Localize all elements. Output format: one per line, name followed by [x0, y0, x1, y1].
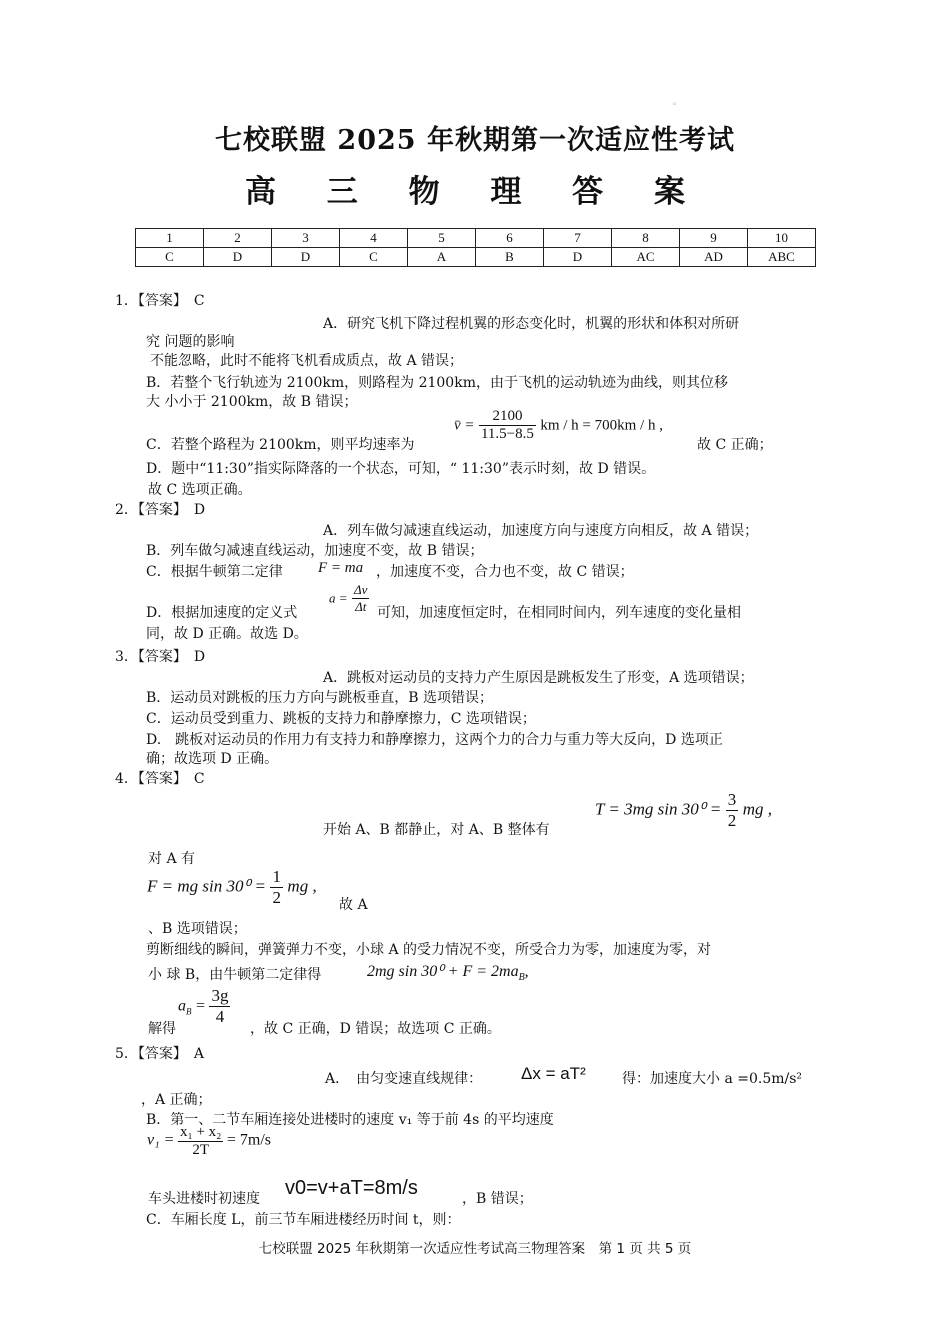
subscript-b: B	[186, 1006, 192, 1017]
q1-option-c-conclusion: 故 C 正确；	[697, 437, 773, 453]
ball-b-newton-formula	[367, 961, 529, 983]
fraction-numerator: x₁ + x₂	[179, 1124, 222, 1140]
average-velocity-result: = 7m/s	[226, 1131, 272, 1149]
average-velocity-formula	[147, 1124, 271, 1159]
q3-option-b: B．运动员对跳板的压力方向与跳板垂直，B 选项错误；	[146, 690, 494, 706]
fraction-numerator: 3	[727, 790, 737, 809]
equals-sign: =	[195, 997, 205, 1015]
three-g-quarter-fraction	[209, 986, 230, 1027]
fraction-numerator: 1	[272, 867, 281, 886]
table-cell: 9	[680, 229, 748, 248]
speed-fraction	[479, 408, 536, 443]
q2-answer-head: 2．【答案】 D	[115, 502, 206, 518]
q2-option-c-text: C．根据牛顿第二定律	[146, 564, 283, 580]
q1-option-b-line1: B．若整个飞行轨迹为 2100km，则路程为 2100km，由于飞机的运动轨迹为曲线，则其位移	[146, 375, 728, 391]
acceleration-symbol: a =	[329, 590, 348, 606]
q2-option-b: B．列车做匀减速直线运动，加速度不变，故 B 错误；	[146, 543, 484, 559]
fraction-denominator: Δt	[355, 599, 367, 614]
q4-object-a-text: 对 A 有	[148, 851, 196, 867]
q5-option-c-text: C．车厢长度 L，前三节车厢进楼经历时间 t，则：	[146, 1212, 461, 1228]
q4-whole-system-text: 开始 A、B 都静止，对 A、B 整体有	[323, 822, 550, 838]
fraction-denominator: 2	[272, 888, 281, 907]
spring-force-expression-tail: mg ,	[287, 876, 317, 896]
one-half-fraction	[270, 867, 283, 908]
table-row-numbers	[136, 229, 816, 248]
table-row-answers	[136, 248, 816, 267]
q1-speed-formula	[454, 408, 663, 443]
answer-title: 高 三 物 理 答 案	[245, 174, 705, 210]
q5-initial-velocity-text: 车头进楼时初速度	[148, 1191, 260, 1207]
table-cell: C	[340, 248, 408, 267]
acceleration-b-formula	[178, 986, 230, 1027]
displacement-difference-formula: Δx = aT²	[521, 1064, 586, 1083]
table-cell: 5	[408, 229, 476, 248]
q3-option-d-line2: 确；故选项 D 正确。	[146, 751, 279, 767]
q4-cut-line-text: 剪断细线的瞬间，弹簧弹力不变，小球 A 的受力情况不变，所受合力为零，加速度为零，对	[146, 942, 712, 958]
q4-ball-b-text: 小 球 B，由牛顿第二定律得	[148, 967, 322, 983]
q3-option-d-line1: D. 跳板对运动员的作用力有支持力和静摩擦力，这两个力的合力与重力等大反向，D 选项正	[146, 732, 723, 748]
q1-option-d: D．题中“11:30”指实际降落的一个状态，可知，“ 11:30”表示时刻，故 D 错误。	[146, 461, 656, 477]
table-cell: B	[476, 248, 544, 267]
q2-option-d-conclusion: 可知，加速度恒定时，在相同时间内，列车速度的变化量相	[377, 605, 741, 621]
table-cell: C	[136, 248, 204, 267]
q3-option-a: A．跳板对运动员的支持力产生原因是跳板发生了形变，A 选项错误；	[323, 670, 754, 686]
ball-b-expression-tail: ,	[524, 963, 529, 980]
table-cell: AD	[680, 248, 748, 267]
q2-option-d-text: D．根据加速度的定义式	[146, 605, 298, 621]
q4-ab-wrong: 、B 选项错误；	[148, 921, 247, 937]
speed-symbol: v̄ =	[454, 417, 475, 434]
ball-b-expression: 2mg sin 30⁰ + F = 2ma	[367, 963, 519, 980]
q5-option-b-wrong: ，B 错误；	[462, 1191, 533, 1207]
q1-answer-head: 1．【答案】 C	[115, 293, 205, 309]
q4-conclusion: ，故 C 正确，D 错误；故选项 C 正确。	[250, 1021, 501, 1037]
table-cell: 1	[136, 229, 204, 248]
v1-symbol: v₁ =	[147, 1131, 175, 1149]
q1-option-a-line1: A．研究飞机下降过程机翼的形态变化时，机翼的形状和体积对所研	[323, 316, 740, 332]
q4-therefore-a: 故 A	[339, 897, 368, 913]
fraction-numerator: Δv	[353, 582, 368, 597]
table-cell: D	[272, 248, 340, 267]
q5-answer-head: 5．【答案】 A	[115, 1046, 205, 1062]
table-cell: 7	[544, 229, 612, 248]
q3-answer-head: 3．【答案】 D	[115, 649, 206, 665]
q1-conclusion: 故 C 选项正确。	[148, 482, 252, 498]
q1-option-c-text: C．若整个路程为 2100km，则平均速率为	[146, 437, 415, 453]
q5-option-b-text: B．第一、二节车厢连接处进楼时的速度 v₁ 等于前 4s 的平均速度	[146, 1112, 554, 1128]
answer-table	[135, 228, 816, 267]
q5-option-a-text: A． 由匀变速直线规律：	[325, 1071, 483, 1087]
newton-second-law-formula: F = ma	[318, 560, 364, 576]
q3-option-c: C．运动员受到重力、跳板的支持力和静摩擦力，C 选项错误；	[146, 711, 536, 727]
q5-option-a-result: 得：加速度大小 a =0.5m/s²	[622, 1071, 803, 1087]
acceleration-b-symbol: a	[178, 997, 186, 1015]
tension-expression: T = 3mg sin 30⁰ =	[595, 799, 722, 819]
table-cell: 2	[204, 229, 272, 248]
q4-answer-head: 4．【答案】 C	[115, 771, 205, 787]
page-footer: 七校联盟 2025 年秋期第一次适应性考试高三物理答案 第 1 页 共 5 页	[258, 1241, 692, 1257]
fraction-denominator: 2T	[192, 1142, 210, 1158]
q2-option-d-line2: 同，故 D 正确。故选 D。	[146, 626, 308, 642]
table-cell: A	[408, 248, 476, 267]
q5-option-a-correct: ，A 正确；	[141, 1092, 212, 1108]
q1-option-a-line2: 究 问题的影响	[146, 334, 235, 350]
table-cell: ABC	[748, 248, 816, 267]
initial-velocity-formula: v0=v+aT=8m/s	[285, 1177, 418, 1199]
table-cell: 8	[612, 229, 680, 248]
tension-formula	[595, 790, 772, 831]
table-cell: 10	[748, 229, 816, 248]
table-cell: AC	[612, 248, 680, 267]
average-velocity-fraction	[178, 1124, 223, 1159]
q2-option-c-conclusion: ，加速度不变，合力也不变，故 C 错误；	[376, 564, 634, 580]
tension-expression-tail: mg ,	[742, 799, 772, 819]
table-cell: 4	[340, 229, 408, 248]
table-cell: D	[544, 248, 612, 267]
table-cell: 6	[476, 229, 544, 248]
exam-title: 七校联盟 2025 年秋期第一次适应性考试	[215, 125, 735, 156]
three-halves-fraction	[726, 790, 739, 831]
fraction-denominator: 11.5−8.5	[480, 426, 534, 442]
acceleration-definition-formula	[329, 582, 369, 615]
spring-force-formula	[147, 867, 317, 908]
q1-option-b-line2: 大 小小于 2100km，故 B 错误；	[146, 394, 358, 410]
fraction-numerator: 3g	[211, 986, 229, 1005]
stray-dot: 。	[673, 97, 681, 106]
subscript-b: B	[518, 971, 525, 983]
fraction-denominator: 2	[727, 811, 737, 830]
q1-option-a-line3: 不能忽略，此时不能将飞机看成质点，故 A 错误；	[150, 353, 464, 369]
speed-unit: km / h = 700km / h ,	[540, 417, 663, 434]
fraction-denominator: 4	[215, 1007, 225, 1026]
spring-force-expression: F = mg sin 30⁰ =	[147, 876, 267, 896]
table-cell: 3	[272, 229, 340, 248]
table-cell: D	[204, 248, 272, 267]
q4-solve-text: 解得	[148, 1021, 176, 1037]
acceleration-fraction	[352, 582, 369, 615]
q2-option-a: A．列车做匀减速直线运动，加速度方向与速度方向相反，故 A 错误；	[323, 523, 759, 539]
fraction-numerator: 2100	[479, 408, 536, 426]
